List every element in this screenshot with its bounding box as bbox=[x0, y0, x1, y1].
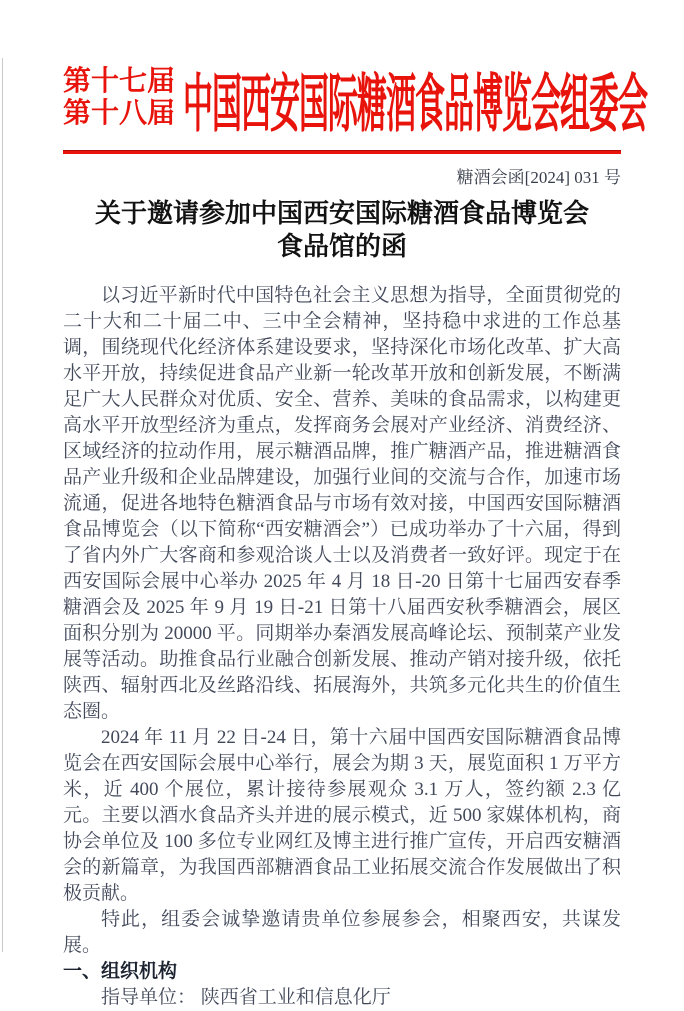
letterhead bbox=[63, 58, 648, 140]
issue-numbers bbox=[63, 66, 175, 130]
document-page bbox=[0, 58, 684, 1008]
issue-line-17th: 第十七届 bbox=[63, 66, 176, 97]
organization-title-wrap bbox=[183, 58, 647, 138]
red-divider-line bbox=[63, 150, 621, 154]
body-paragraph: 特此，组委会诚挚邀请贵单位参展参会，相聚西安，共谋发展。 bbox=[63, 909, 621, 956]
guiding-unit-line: 指导单位： 陕西省工业和信息化厅 bbox=[101, 987, 391, 1008]
document-body bbox=[63, 283, 621, 1011]
body-paragraph: 2024 年 11 月 22 日-24 日，第十六届中国西安国际糖酒食品博览会在西安国际会展中心举行，展会为期 3 天，展览面积 1 万平方米，近 400 个展位，累计接待参展观众 3.1 万人，签约额 2.3 亿元。主要以酒水食品齐头并进的展示模式，近 500 家媒体机构，商协会单位及 100 多位专业网红及博主进行推广宣传，开启西安糖酒会的新篇章，为我国西部糖酒食品工业拓展交流合作发展做出了积极贡献。 bbox=[63, 727, 621, 904]
document-title-line2: 食品馆的函 bbox=[276, 232, 407, 261]
organization-title: 中国西安国际糖酒食品博览会组委会 bbox=[183, 70, 648, 140]
document-title bbox=[63, 197, 621, 263]
document-content bbox=[0, 58, 684, 1011]
section-heading-organization: 一、组织机构 bbox=[63, 961, 178, 982]
document-title-line1: 关于邀请参加中国西安国际糖酒食品博览会 bbox=[94, 199, 589, 228]
issue-line-18th: 第十八届 bbox=[63, 98, 176, 129]
document-number: 糖酒会函[2024] 031 号 bbox=[456, 168, 621, 187]
body-paragraph: 以习近平新时代中国特色社会主义思想为指导，全面贯彻党的二十大和二十届二中、三中全会精神，坚持稳中求进的工作总基调，围绕现代化经济体系建设要求，坚持深化市场化改革、扩大高水平开放，持续促进食品产业新一轮改革开放和创新发展，不断满足广大人民群众对优质、安全、营养、美味的食品需求，以构建更高水平开放型经济为重点，发挥商务会展对产业经济、消费经济、区域经济的拉动作用，展示糖酒品牌，推广糖酒产品，推进糖酒食品产业升级和企业品牌建设，加强行业间的交流与合作，加速市场流通，促进各地特色糖酒食品与市场有效对接，中国西安国际糖酒食品博览会（以下简称“西安糖酒会”）已成功举办了十六届，得到了省内外广大客商和参观洽谈人士以及消费者一致好评。现定于在西安国际会展中心举办 2025 年 4 月 18 日-20 日第十七届西安春季糖酒会及 2025 年 9 月 19 日-21 日第十八届西安秋季糖酒会，展区面积分别为 20000 平。同期举办秦酒发展高峰论坛、预制菜产业发展等活动。助推食品行业融合创新发展、推动产销对接升级，依托陕西、辐射西北及丝路沿线、拓展海外，共筑多元化共生的价值生态圈。 bbox=[63, 285, 621, 722]
